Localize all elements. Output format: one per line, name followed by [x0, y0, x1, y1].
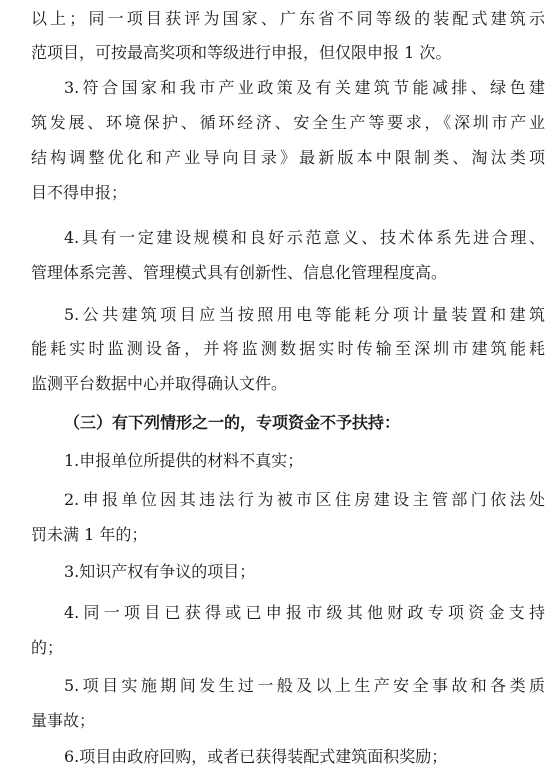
list-item-start: 2.申报单位因其违法行为被市区住房建设主管部门依法处 — [64, 490, 545, 509]
text-line: 结构调整优化和产业导向目录》最新版本中限制类、淘汰类项 — [31, 148, 545, 167]
text-line: 范项目，可按最高奖项和等级进行申报，但仅限申报 1 次。 — [31, 43, 452, 62]
text-line: 量事故； — [31, 711, 96, 730]
text-line: 的； — [31, 638, 64, 657]
list-item-start: 6.项目由政府回购，或者已获得装配式建筑面积奖励； — [64, 747, 448, 766]
text-line: 管理体系完善、管理模式具有创新性、信息化管理程度高。 — [31, 263, 448, 282]
text-line: 能耗实时监测设备，并将监测数据实时传输至深圳市建筑能耗 — [31, 339, 545, 358]
section-heading: （三）有下列情形之一的，专项资金不予扶持： — [64, 413, 401, 432]
list-item-start: 4.具有一定建设规模和良好示范意义、技术体系先进合理、 — [64, 228, 545, 247]
list-item-start: 3.知识产权有争议的项目； — [64, 562, 256, 581]
text-line: 目不得申报； — [31, 183, 128, 202]
text-line: 以上；同一项目获评为国家、广东省不同等级的装配式建筑示 — [31, 9, 545, 28]
list-item-start: 3.符合国家和我市产业政策及有关建筑节能减排、绿色建 — [64, 78, 545, 97]
text-line: 罚未满 1 年的； — [31, 525, 148, 544]
list-item-start: 1.申报单位所提供的材料不真实； — [64, 451, 304, 470]
text-line: 监测平台数据中心并取得确认文件。 — [31, 374, 288, 393]
list-item-start: 5.公共建筑项目应当按照用电等能耗分项计量装置和建筑 — [64, 305, 545, 324]
list-item-start: 5.项目实施期间发生过一般及以上生产安全事故和各类质 — [64, 676, 545, 695]
list-item-start: 4.同一项目已获得或已申报市级其他财政专项资金支持 — [64, 603, 545, 622]
text-line: 筑发展、环境保护、循环经济、安全生产等要求，《深圳市产业 — [31, 113, 545, 132]
